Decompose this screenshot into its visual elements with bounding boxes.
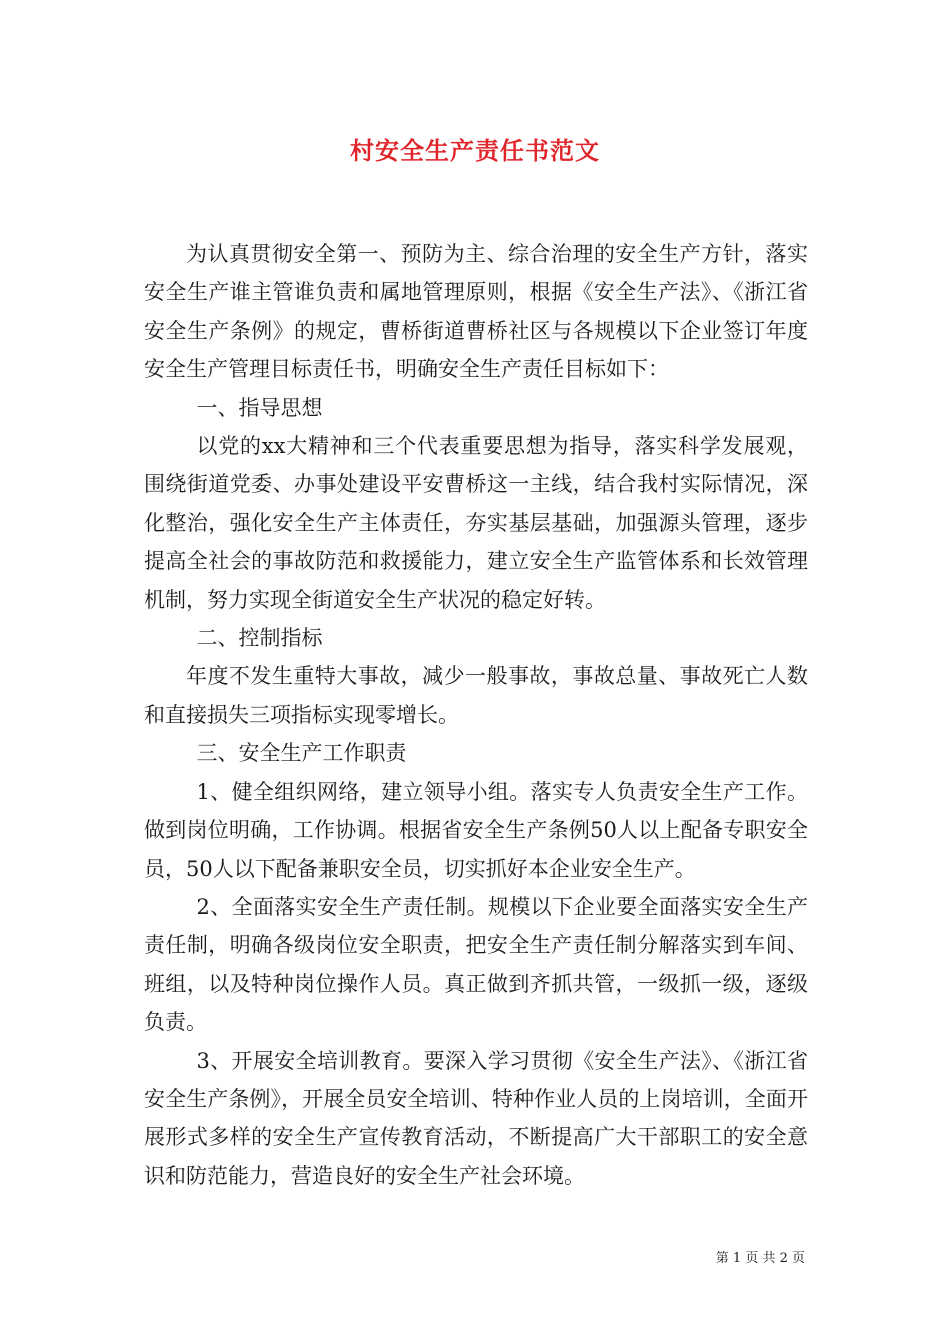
- section-heading-duties: 三、安全生产工作职责: [196, 741, 407, 766]
- duty-item-1: 1、健全组织网络，建立领导小组。落实专人负责安全生产工作。做到岗位明确，工作协调。根据省安全生产条例50人以上配备专职安全员，50人以下配备兼职安全员，切实抓好本企业安全生产。: [144, 779, 808, 881]
- intro-paragraph: 为认真贯彻安全第一、预防为主、综合治理的安全生产方针，落实安全生产谁主管谁负责和属地管理原则，根据《安全生产法》、《浙江省安全生产条例》的规定，曹桥街道曹桥社区与各规模以下企业签订年度安全生产管理目标责任书，明确安全生产责任目标如下：: [144, 242, 808, 382]
- control-targets-paragraph: 年度不发生重特大事故，减少一般事故，事故总量、事故死亡人数和直接损失三项指标实现零增长。: [144, 664, 808, 727]
- section-heading-control-targets: 二、控制指标: [196, 626, 323, 651]
- document-title: 村安全生产责任书范文: [350, 136, 600, 165]
- section-heading-guiding-ideology: 一、指导思想: [196, 395, 323, 420]
- duty-item-2: 2、全面落实安全生产责任制。规模以下企业要全面落实安全生产责任制，明确各级岗位安全职责，把安全生产责任制分解落实到车间、班组，以及特种岗位操作人员。真正做到齐抓共管，一级抓一级，逐级负责。: [144, 894, 808, 1035]
- duty-item-3: 3、开展安全培训教育。要深入学习贯彻《安全生产法》、《浙江省安全生产条例》，开展全员安全培训、特种作业人员的上岗培训，全面开展形式多样的安全生产宣传教育活动，不断提高广大干部职工的安全意识和防范能力，营造良好的安全生产社会环境。: [144, 1048, 808, 1188]
- guiding-ideology-paragraph: 以党的xx大精神和三个代表重要思想为指导，落实科学发展观，围绕街道党委、办事处建设平安曹桥这一主线，结合我村实际情况，深化整治，强化安全生产主体责任，夯实基层基础，加强源头管理，逐步提高全社会的事故防范和救援能力，建立安全生产监管体系和长效管理机制，努力实现全街道安全生产状况的稳定好转。: [144, 434, 808, 612]
- page-number-footer: 第 1 页 共 2 页: [715, 1251, 805, 1266]
- document-body: [144, 235, 808, 1195]
